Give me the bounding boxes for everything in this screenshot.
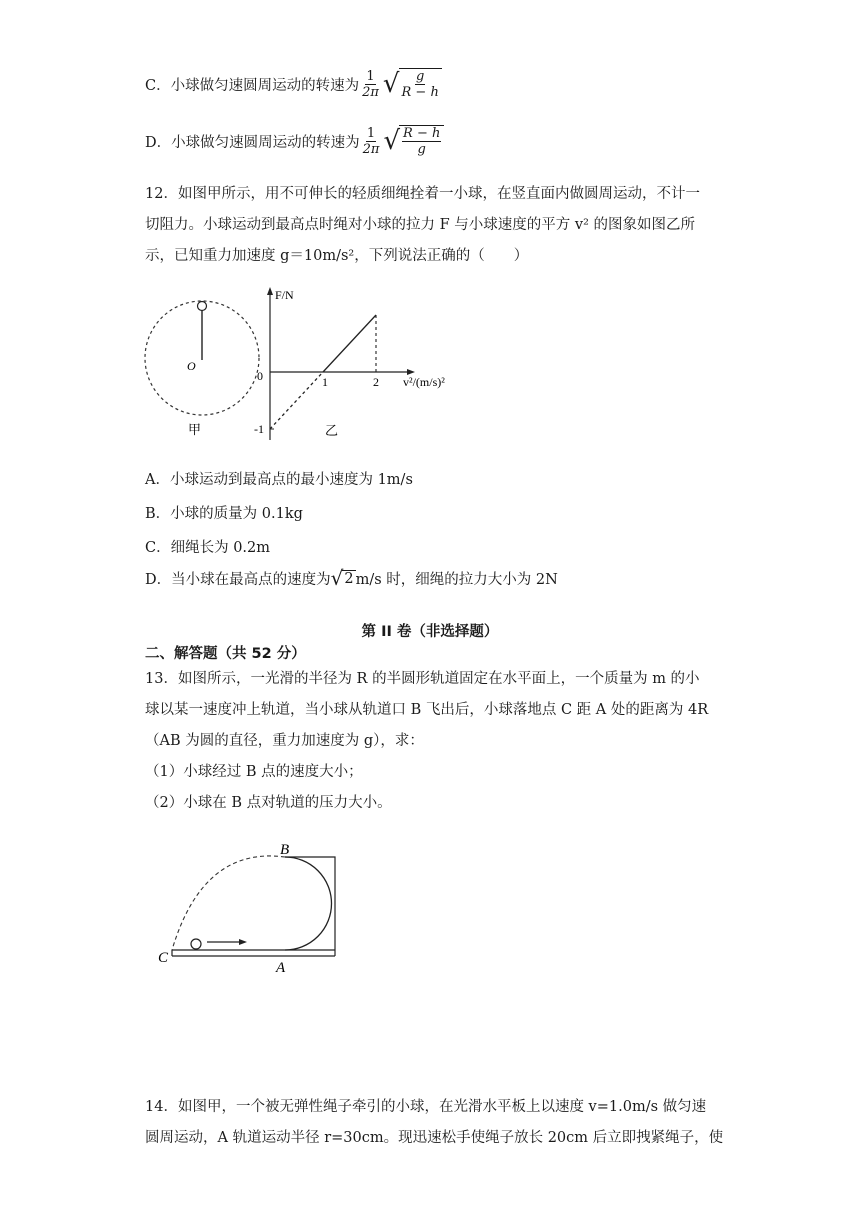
q12-stem-line-2: 切阻力。小球运动到最高点时绳对小球的拉力 F 与小球速度的平方 v² 的图象如图乙所 xyxy=(145,217,695,233)
ball-icon xyxy=(198,302,207,311)
q13-subquestion-1: （1）小球经过 B 点的速度大小； xyxy=(145,764,363,780)
q12-figure-yi-chart xyxy=(245,285,475,445)
fraction-denominator: 2π xyxy=(362,84,379,100)
sqrt-sign-icon: √ xyxy=(382,69,400,99)
label-a: A xyxy=(276,960,286,976)
q13-stem xyxy=(145,664,725,819)
q13-stem-line-2: 球以某一速度冲上轨道，当小球从轨道口 B 飞出后，小球落地点 C 距 A 处的距离为 4R xyxy=(145,702,709,718)
tick-label-y-neg1: -1 xyxy=(254,422,264,436)
y-axis-arrow-icon xyxy=(267,287,273,295)
tick-label-x-1: 1 xyxy=(322,375,328,389)
radical-denominator: R − h xyxy=(401,85,439,100)
q11-option-c-label: C．小球做匀速圆周运动的转速为 xyxy=(145,77,360,94)
q12-option-d xyxy=(145,566,558,590)
q13-figure xyxy=(155,838,355,978)
q12-option-d-text-2: m/s 时，细绳的拉力大小为 2N xyxy=(355,571,558,588)
q12-option-d-text-1: D．当小球在最高点的速度为 xyxy=(145,571,331,588)
section-title: 第 II 卷（非选择题） xyxy=(361,624,499,640)
sqrt-value: 2 xyxy=(344,570,354,587)
q11-option-d xyxy=(145,125,446,157)
trajectory-path xyxy=(172,856,285,950)
tick-label-x-0: 0 xyxy=(257,369,263,383)
q14-stem xyxy=(145,1092,725,1154)
q11-option-c xyxy=(145,68,444,100)
series-solid-line xyxy=(323,315,376,372)
radical-numerator: g xyxy=(416,69,425,84)
sqrt-sign-icon: √ xyxy=(383,126,401,156)
q12-stem-line-1: 12．如图甲所示，用不可伸长的轻质细绳拴着一小球，在竖直面内做圆周运动，不计一 xyxy=(145,186,700,202)
q13-subquestion-2: （2）小球在 B 点对轨道的压力大小。 xyxy=(145,795,392,811)
q11-option-c-radical xyxy=(383,68,444,100)
q13-stem-line-1: 13．如图所示，一光滑的半径为 R 的半圆形轨道固定在水平面上，一个质量为 m 的小 xyxy=(145,671,700,687)
q14-stem-line-2: 圆周运动，A 轨道运动半径 r=30cm。现迅速松手使绳子放长 20cm 后立即拽紧绳子，使 xyxy=(145,1130,724,1146)
q13-stem-line-3: （AB 为圆的直径，重力加速度为 g），求： xyxy=(145,733,424,749)
q11-option-d-label: D．小球做匀速圆周运动的转速为 xyxy=(145,134,360,151)
q12-stem-line-3: 示，已知重力加速度 g＝10m/s²，下列说法正确的（ ） xyxy=(145,248,529,264)
tick-label-x-2: 2 xyxy=(373,375,379,389)
y-axis-label: F/N xyxy=(275,288,294,302)
radical-denominator: g xyxy=(417,142,426,157)
q11-option-c-fraction xyxy=(362,69,379,100)
label-b: B xyxy=(280,842,290,858)
x-axis-label: v²/(m/s)² xyxy=(403,375,445,389)
q12-option-b: B．小球的质量为 0.1kg xyxy=(145,506,303,522)
fraction-numerator: 1 xyxy=(366,68,375,84)
arrow-head-icon xyxy=(239,939,247,945)
fraction-numerator: 1 xyxy=(366,125,376,141)
q12-option-c: C．细绳长为 0.2m xyxy=(145,540,271,556)
center-label: O xyxy=(187,359,196,373)
sqrt-sign-icon: √ xyxy=(330,566,344,590)
q12-option-d-sqrt xyxy=(331,566,356,590)
semicircle-track xyxy=(285,857,332,950)
figure-caption-jia: 甲 xyxy=(188,422,202,437)
series-dashed-line xyxy=(270,372,323,429)
q11-option-d-fraction xyxy=(363,126,380,157)
fraction-denominator: 2π xyxy=(362,141,380,157)
track-frame xyxy=(285,857,335,956)
radical-numerator: R − h xyxy=(403,126,441,141)
label-c: C xyxy=(158,950,169,966)
q14-stem-line-1: 14．如图甲，一个被无弹性绳子牵引的小球，在光滑水平板上以速度 v=1.0m/s 做匀速 xyxy=(145,1099,707,1115)
figure-caption-yi: 乙 xyxy=(325,423,339,438)
q11-option-d-radical xyxy=(383,125,446,157)
q12-stem xyxy=(145,179,725,272)
ball-icon xyxy=(191,939,201,949)
section-subtitle: 二、解答题（共 52 分） xyxy=(145,646,306,662)
q12-option-a: A．小球运动到最高点的最小速度为 1m/s xyxy=(145,472,413,488)
